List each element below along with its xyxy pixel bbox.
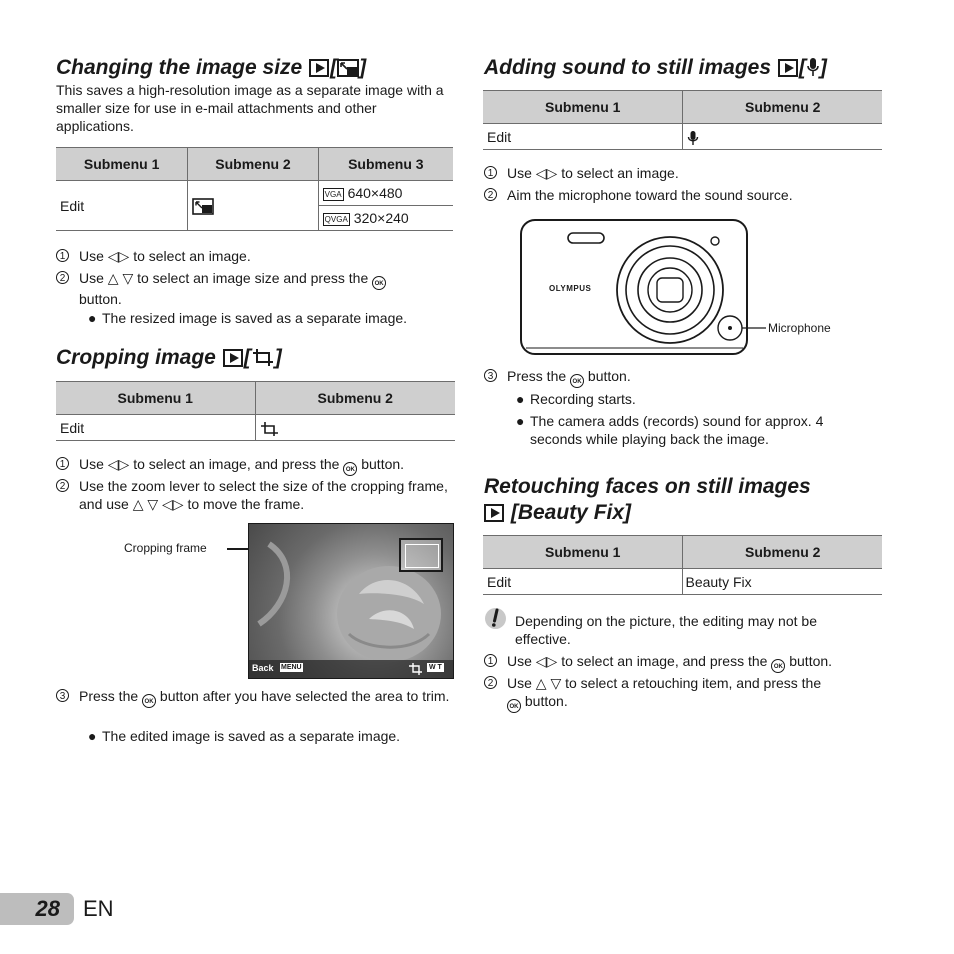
microphone-icon — [687, 130, 699, 146]
table-cell — [318, 206, 453, 231]
resize-table — [56, 147, 453, 231]
table-cell: Edit — [483, 569, 683, 595]
crop-screen — [248, 523, 454, 679]
crop-heading: Cropping image [ ] — [56, 346, 282, 369]
table-header: Submenu 1 — [56, 148, 188, 181]
step-text: button after you have selected the area to trim. — [159, 688, 450, 704]
step-number: 2 — [56, 479, 69, 492]
beauty-heading-text: [Beauty Fix] — [510, 501, 632, 524]
table-cell: Edit — [56, 415, 255, 441]
crop-icon — [251, 347, 275, 367]
step-number: 3 — [56, 689, 69, 702]
table-cell — [255, 415, 455, 441]
vga-icon: VGA — [324, 190, 342, 199]
step-text: Use △ ▽ to select a retouching item, and press the — [507, 675, 822, 691]
screen-status-bar — [249, 660, 453, 678]
camera-brand: OLYMPUS — [549, 284, 592, 293]
step-number: 1 — [56, 457, 69, 470]
step-text: Use △ ▽ to select an image size and press the — [79, 270, 369, 286]
resize-step-2 — [56, 269, 456, 305]
option-value: 320×240 — [353, 210, 409, 226]
sound-table — [483, 90, 882, 150]
table-header: Submenu 1 — [483, 91, 683, 124]
resize-heading-text: Changing the image size — [56, 56, 303, 79]
step-text: Press the — [79, 688, 139, 704]
cropping-frame-label: Cropping frame — [124, 541, 207, 555]
back-label: Back — [252, 663, 274, 673]
step-text: button. — [789, 653, 833, 669]
crop-step-3 — [56, 687, 456, 723]
table-cell — [683, 124, 882, 150]
crop-icon — [260, 421, 280, 437]
ok-button-icon: OK — [372, 276, 386, 290]
resize-icon — [337, 59, 359, 77]
beauty-heading — [484, 474, 864, 526]
step-number: 1 — [484, 166, 497, 179]
playback-icon — [223, 349, 243, 367]
table-header: Submenu 1 — [56, 382, 255, 415]
menu-button-icon: MENU — [281, 664, 302, 671]
crop-frame[interactable] — [399, 538, 443, 572]
table-cell — [188, 181, 318, 231]
crop-icon — [409, 663, 423, 675]
qvga-icon: QVGA — [324, 215, 348, 224]
sound-bullet-2 — [516, 412, 876, 448]
playback-icon — [778, 59, 798, 77]
sound-heading-text: Adding sound to still images — [484, 56, 772, 79]
step-text: Use ◁▷ to select an image, and press the — [507, 653, 768, 669]
crop-table — [56, 381, 455, 441]
bullet-text: Recording starts. — [530, 391, 636, 407]
step-text: Use ◁▷ to select an image. — [507, 165, 679, 181]
page-number: 28 — [35, 896, 60, 921]
table-cell: Edit — [483, 124, 683, 150]
resize-icon — [192, 198, 214, 215]
ok-button-icon: OK — [142, 694, 156, 708]
ok-button-icon: OK — [771, 659, 785, 673]
table-header: Submenu 2 — [683, 536, 882, 569]
microphone-label: Microphone — [768, 321, 831, 335]
table-header: Submenu 1 — [483, 536, 683, 569]
crop-heading-text: Cropping image — [56, 346, 216, 369]
table-cell: Beauty Fix — [683, 569, 882, 595]
table-header: Submenu 3 — [318, 148, 453, 181]
beauty-heading-text: Retouching faces on still images — [484, 475, 811, 498]
bullet-dot: ● — [516, 391, 525, 407]
step-text: button. — [524, 693, 568, 709]
step-number: 2 — [484, 676, 497, 689]
step-number: 2 — [56, 271, 69, 284]
bullet-text: The edited image is saved as a separate image. — [102, 728, 401, 744]
step-number: 1 — [484, 654, 497, 667]
playback-icon — [309, 59, 329, 77]
bullet-dot: ● — [88, 728, 97, 744]
bullet-dot: ● — [88, 310, 97, 326]
bullet-dot: ● — [516, 413, 525, 429]
caution-icon — [484, 607, 507, 630]
table-header: Submenu 2 — [255, 382, 455, 415]
step-text: button. — [587, 368, 631, 384]
ok-button-icon: OK — [343, 462, 357, 476]
resize-heading: Changing the image size [ ] — [56, 56, 367, 79]
step-text: Use the zoom lever to select the size of the cropping frame, and use △ ▽ ◁▷ to move the frame. — [79, 478, 448, 512]
language-label: EN — [83, 896, 114, 921]
step-number: 1 — [56, 249, 69, 262]
beauty-table — [483, 535, 882, 595]
step-text: button. — [361, 456, 405, 472]
beauty-step-2 — [484, 674, 884, 710]
table-header: Submenu 2 — [683, 91, 882, 124]
bullet-text: The resized image is saved as a separate image. — [102, 310, 408, 326]
table-cell — [318, 181, 453, 206]
beauty-note: Depending on the picture, the editing may not be effective. — [515, 613, 817, 647]
ok-button-icon: OK — [507, 699, 521, 713]
playback-icon — [484, 504, 504, 522]
table-cell: Edit — [56, 181, 188, 231]
crop-step-2 — [56, 477, 456, 513]
step-number: 3 — [484, 369, 497, 382]
microphone-icon — [806, 57, 820, 77]
step-text: Use ◁▷ to select an image, and press the — [79, 456, 340, 472]
step-text: Use ◁▷ to select an image. — [79, 248, 251, 264]
zoom-wt-icon: W T — [429, 664, 442, 671]
bullet-text: The camera adds (records) sound for approx. 4 seconds while playing back the image. — [530, 413, 824, 447]
sound-heading: Adding sound to still images [ ] — [484, 56, 827, 79]
table-header: Submenu 2 — [188, 148, 318, 181]
crop-frame-inner — [405, 544, 439, 568]
step-text: Press the — [507, 368, 567, 384]
page-number-tab — [0, 893, 74, 925]
step-text: Aim the microphone toward the sound source. — [507, 187, 793, 203]
option-value: 640×480 — [347, 185, 403, 201]
resize-intro: This saves a high-resolution image as a separate image with a smaller size for use in e-mail attachments and other applications. — [56, 82, 444, 134]
step-number: 2 — [484, 188, 497, 201]
ok-button-icon: OK — [570, 374, 584, 388]
step-text: button. — [79, 291, 122, 307]
